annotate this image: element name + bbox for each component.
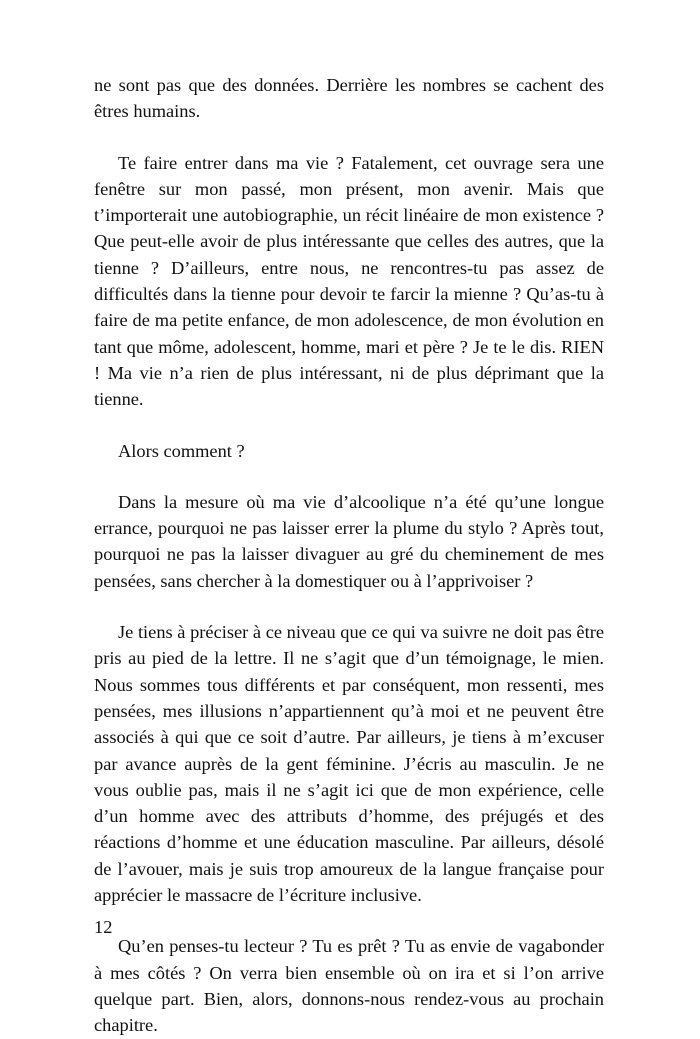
paragraph-closing: Qu’en penses-tu lecteur ? Tu es prêt ? Tu as envie de vagabonder à mes côtés ? On verra bien ensemble où on ira et si l’on arrive quelque part. Bien, alors, donnons-nous rendez-vous au prochain chapitre. bbox=[94, 936, 604, 1036]
paragraph-continuation: ne sont pas que des données. Derrière les nombres se cachent des êtres humains. bbox=[94, 75, 604, 122]
paragraph-gap bbox=[94, 413, 604, 438]
paragraph-gap bbox=[94, 908, 604, 933]
paragraph-wandering: Dans la mesure où ma vie d’alcoolique n’a été qu’une longue errance, pourquoi ne pas laisser errer la plume du stylo ? Après tout, pourquoi ne pas la laisser divaguer au gré du cheminement de mes pensées, sans chercher à la domestiquer ou à l’apprivoiser ? bbox=[94, 491, 604, 591]
paragraph-question: Alors comment ? bbox=[118, 440, 245, 461]
paragraph-disclaimer: Je tiens à préciser à ce niveau que ce qui va suivre ne doit pas être pris au pied de la lettre. Il ne s’agit que d’un témoignage, le mien. Nous sommes tous différents et par conséquent, mon ressenti, mes pensées, mes illusions n’appartiennent qu’à moi et ne peuvent être associés à qui que ce soit d’autre. Par ailleurs, je tiens à m’excuser par avance auprès de la gent féminine. J’écris au masculin. Je ne vous oublie pas, mais il ne s’agit ici que de mon expérience, celle d’un homme avec des attributs d’homme, des préjugés et des réactions d’homme et une éducation masculine. Par ailleurs, désolé de l’avouer, mais je suis trop amoureux de la langue française pour apprécier le massacre de l’écriture inclusive. bbox=[94, 622, 604, 906]
page-number: 12 bbox=[94, 917, 113, 937]
paragraph-gap bbox=[94, 464, 604, 489]
page-body bbox=[94, 72, 604, 1039]
paragraph-gap bbox=[94, 125, 604, 150]
paragraph-autobiography: Te faire entrer dans ma vie ? Fatalement, cet ouvrage sera une fenêtre sur mon passé, mon présent, mon avenir. Mais que t’importerait une autobiographie, un récit linéaire de mon existence ? Que peut-elle avoir de plus intéressante que celles des autres, que la tienne ? D’ailleurs, entre nous, ne rencontres-tu pas assez de difficultés dans la tienne pour devoir te farcir la mienne ? Qu’as-tu à faire de ma petite enfance, de mon adolescence, de mon évolution en tant que môme, adolescent, homme, mari et père ? Je te le dis. RIEN ! Ma vie n’a rien de plus intéressant, ni de plus déprimant que la tienne. bbox=[94, 152, 604, 410]
paragraph-gap bbox=[94, 594, 604, 619]
